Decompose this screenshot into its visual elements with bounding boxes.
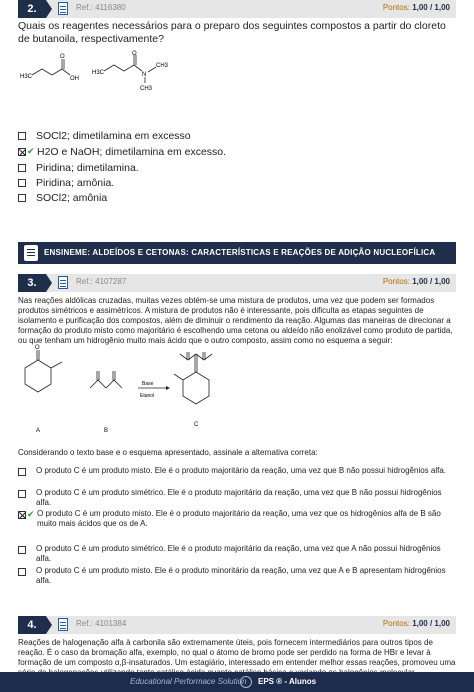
mol1-oh: OH [70, 76, 79, 82]
checkbox[interactable] [18, 568, 26, 576]
q3-option-3[interactable] [18, 509, 458, 529]
q3-option-5[interactable] [18, 566, 458, 586]
q3-option-4[interactable] [18, 544, 458, 564]
footer-bar [0, 672, 474, 692]
question-ref: Ref.: 4116380 [76, 3, 126, 12]
q2-option-3[interactable] [18, 162, 458, 174]
checkbox-checked[interactable] [18, 511, 26, 519]
globe-icon [240, 676, 252, 688]
checkbox[interactable] [18, 132, 26, 140]
option-text: Piridina; amônia. [36, 177, 115, 189]
option-text: O produto C é um produto misto. Ele é o produto majoritário da reação, uma vez que B não possui hidrogênios alfa. [36, 466, 447, 475]
label-b: B [104, 428, 109, 434]
topic-title: ENSINEME: ALDEÍDOS E CETONAS: CARACTERÍSTICAS E REAÇÕES DE ADIÇÃO NUCLEOFÍLICA [44, 248, 436, 257]
question-points: Pontos: 1,00 / 1,00 [382, 619, 450, 628]
option-text: O produto C é um produto misto. Ele é o produto majoritário da reação, uma vez que os hidrogênios alfa de B são muito mais ácidos que os de A. [37, 509, 441, 528]
mol2-ch3a: CH3 [156, 63, 169, 69]
question-2-header [18, 0, 456, 18]
label-c: C [194, 422, 199, 428]
q2-option-1[interactable] [18, 130, 458, 142]
document-icon[interactable] [58, 276, 68, 289]
correct-check-icon: ✔ [27, 509, 35, 519]
ring-a [25, 360, 51, 392]
q2-molecules [18, 50, 178, 100]
document-icon[interactable] [58, 618, 68, 631]
question-4-header [18, 616, 456, 634]
mol2-o: O [132, 51, 137, 57]
mol2-n: N [142, 72, 147, 78]
mol2-chain [104, 65, 134, 71]
notebook-icon [24, 245, 38, 261]
q3-option-2[interactable] [18, 488, 458, 508]
option-text: SOCl2; dimetilamina em excesso [36, 130, 191, 142]
footer-app-name: EPS ® - Alunos [258, 677, 317, 686]
question-4-text: Reações de halogenação alfa à carbonila são extremamente úteis, pois fornecem intermediários para outros tipos de reação. É o caso da bromação alfa, exemplo, no qual o átomo de bromo pode ser perdido na forma de HBr e levar à formação de um composto α,β-insaturados. Um estagiário, interessado em entender melhor essas reações, promoveu uma [18, 638, 456, 667]
checkbox[interactable] [18, 468, 26, 476]
question-number: 4. [18, 616, 46, 634]
chain-c [180, 354, 212, 360]
footer-brand: Educational Performace Solution [130, 677, 247, 686]
checkbox-checked[interactable] [18, 148, 26, 156]
q2-option-5[interactable] [18, 192, 458, 204]
question-number: 3. [18, 274, 46, 292]
question-2-text: Quais os reagentes necessários para o preparo dos seguintes compostos a partir do cloreto de butanoila, respectivamente? [18, 20, 446, 45]
checkbox[interactable] [18, 164, 26, 172]
mol1-oh-bond [62, 69, 70, 75]
aldol-scheme [18, 340, 238, 440]
document-icon[interactable] [58, 2, 68, 15]
label-a: A [36, 428, 41, 434]
option-text: O produto C é um produto simétrico. Ele é o produto majoritário da reação, uma vez que A não possui hidrogênios alfa. [36, 544, 441, 563]
option-text: O produto C é um produto simétrico. Ele é o produto majoritário da reação, uma vez que B não possui hidrogênios alfa. [36, 488, 442, 507]
mol1-chain [32, 69, 62, 75]
topic-banner [18, 242, 456, 264]
question-points: Pontos: 1,00 / 1,00 [382, 277, 450, 286]
question-number: 2. [18, 0, 46, 18]
mol1-h3c: H3C [20, 74, 33, 80]
a-o: O [35, 345, 40, 351]
reagent-base: Base [142, 381, 154, 387]
q2-option-2[interactable] [18, 146, 458, 158]
question-points: Pontos: 1,00 / 1,00 [382, 3, 450, 12]
option-text: H2O e NaOH; dimetilamina em excesso. [37, 146, 227, 158]
mol1-o: O [60, 54, 65, 60]
reagent-solvent: Etanol [140, 393, 155, 399]
checkbox[interactable] [18, 194, 26, 202]
q3-option-1[interactable] [18, 466, 458, 476]
option-text: O produto C é um produto misto. Ele é o produto minoritário da reação, uma vez que A e B apresentam hidrogênios alfa. [36, 566, 446, 585]
checkbox[interactable] [18, 546, 26, 554]
ring-c [183, 372, 209, 404]
question-3-prompt: Considerando o texto base e o esquema apresentado, assinale a alternativa correta: [18, 448, 318, 457]
option-text: SOCl2; amônia [36, 192, 108, 204]
checkbox[interactable] [18, 179, 26, 187]
checkbox[interactable] [18, 490, 26, 498]
mol2-ch3b: CH3 [140, 86, 153, 92]
option-text: Piridina; dimetilamina. [36, 162, 139, 174]
correct-check-icon: ✔ [27, 146, 35, 156]
question-3-header [18, 274, 456, 292]
mol2-h3c: H3C [92, 70, 105, 76]
q2-option-4[interactable] [18, 177, 458, 189]
question-ref: Ref.: 4101384 [76, 619, 127, 628]
question-3-text: Nas reações aldólicas cruzadas, muitas vezes obtém-se uma mistura de produtos, uma vez que podem ser formados produtos simétricos e assimétricos. A mistura de produtos não é interessante, pois dificulta as etapas seguintes de isolamento e purificação dos compostos, além de diminuir o rendimento da reação. Algumas das maneiras de direcionar a formação do produto misto como majoritário é escolhendo uma cetona ou aldeído não enolizável como produto de partida, ou que tenham um hidrogênio muito mais ácido que o outro composto, assim como no esquema a seguir: [18, 296, 453, 345]
question-ref: Ref.: 4107287 [76, 277, 127, 286]
chain-b [90, 380, 122, 388]
